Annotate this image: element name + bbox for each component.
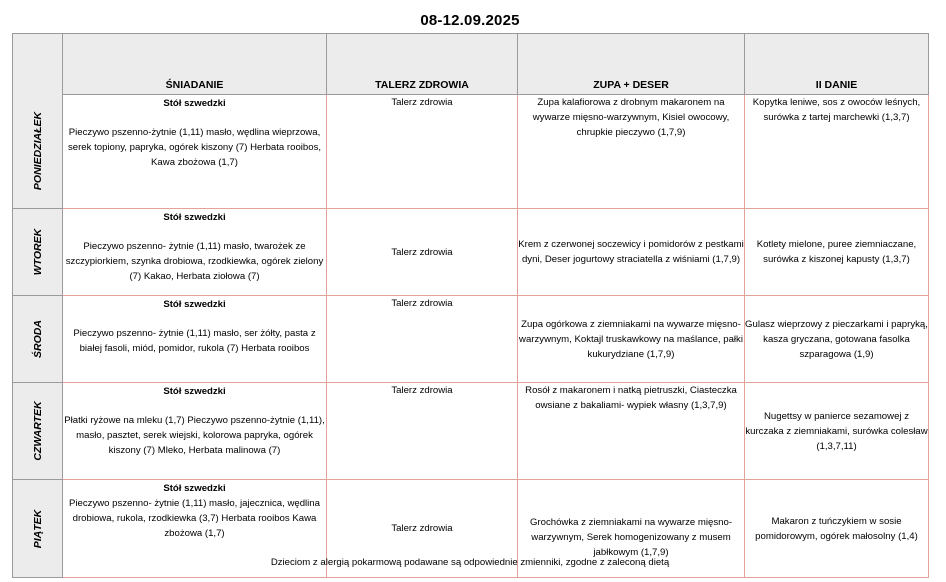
soup-dessert-text: Rosół z makaronem i natką pietruszki, Ciasteczka owsiane z bakaliami- wypiek własny (1,3,7,9) xyxy=(525,385,737,411)
breakfast-cell xyxy=(63,383,327,480)
header-health-plate: TALERZ ZDROWIA xyxy=(327,34,518,95)
table-row xyxy=(13,296,929,383)
day-label: WTOREK xyxy=(31,228,44,276)
health-plate-text: Talerz zdrowia xyxy=(391,298,453,309)
day-label: ŚRODA xyxy=(31,320,44,358)
weekly-menu-table xyxy=(12,33,929,578)
soup-dessert-cell xyxy=(518,296,745,383)
health-plate-text: Talerz zdrowia xyxy=(391,385,453,396)
soup-dessert-text: Krem z czerwonej soczewicy i pomidorów z pestkami dyni, Deser jogurtowy straciatella z wiśniami (1,7,9) xyxy=(518,239,744,265)
header-corner xyxy=(13,34,63,95)
breakfast-text: Pieczywo pszenno- żytnie (1,11) masło, twarożek ze szczypiorkiem, szynka drobiowa, rzodkiewka, ogórek zielony (7) Kakao, Herbata ziołowa (7) xyxy=(65,241,324,282)
health-plate-cell xyxy=(327,383,518,480)
soup-dessert-text: Zupa ogórkowa z ziemniakami na wywarze mięsno-warzywnym, Koktajl truskawkowy na maślance, pałki kukurydziane (1,7,9) xyxy=(519,318,743,360)
header-breakfast: ŚNIADANIE xyxy=(63,34,327,95)
day-cell xyxy=(13,383,63,480)
day-cell xyxy=(13,95,63,209)
health-plate-cell xyxy=(327,296,518,383)
soup-dessert-cell xyxy=(518,95,745,209)
second-course-text: Nugettsy w panierce sezamowej z kurczaka z ziemniakami, surówka colesław (1,3,7,11) xyxy=(745,410,928,452)
breakfast-title: Stół szwedzki xyxy=(163,299,226,310)
table-row xyxy=(13,209,929,296)
soup-dessert-cell xyxy=(518,383,745,480)
second-course-cell xyxy=(745,209,929,296)
table-row xyxy=(13,95,929,209)
breakfast-title: Stół szwedzki xyxy=(163,212,226,223)
second-course-text: Makaron z tuńczykiem w sosie pomidorowym, ogórek małosolny (1,4) xyxy=(755,515,918,542)
breakfast-cell xyxy=(63,95,327,209)
health-plate-text: Talerz zdrowia xyxy=(391,246,453,258)
breakfast-cell xyxy=(63,209,327,296)
second-course-text: Gulasz wieprzowy z pieczarkami i papryką, kasza gryczana, gotowana fasolka szparagowa (1,9) xyxy=(745,318,928,360)
breakfast-title: Stół szwedzki xyxy=(163,483,226,494)
day-cell xyxy=(13,296,63,383)
day-label: CZWARTEK xyxy=(31,401,44,461)
table-row xyxy=(13,383,929,480)
header-soup-dessert: ZUPA + DESER xyxy=(518,34,745,95)
health-plate-text: Talerz zdrowia xyxy=(391,523,453,534)
second-course-cell xyxy=(745,383,929,480)
breakfast-text: Pieczywo pszenno- żytnie (1,11) masło, ser żółty, pasta z białej fasoli, miód, pomidor, rukola (7) Herbata rooibos xyxy=(73,328,316,354)
breakfast-title: Stół szwedzki xyxy=(163,386,226,397)
second-course-text: Kotlety mielone, puree ziemniaczane, surówka z kiszonej kapusty (1,3,7) xyxy=(756,239,917,265)
breakfast-text: Pieczywo pszenno- żytnie (1,11) masło, jajecznica, wędlina drobiowa, rukola, rzodkiewka (3,7) Herbata rooibos Kawa zbożowa (1,7) xyxy=(69,498,320,539)
soup-dessert-text: Zupa kalafiorowa z drobnym makaronem na wywarze mięsno-warzywnym, Kisiel owocowy, chrupkie pieczywo (1,7,9) xyxy=(532,97,730,138)
breakfast-text: Pieczywo pszenno-żytnie (1,11) masło, wędlina wieprzowa, serek topiony, papryka, ogórek kiszony (7) Herbata rooibos, Kawa zbożowa (1,7) xyxy=(67,127,322,168)
soup-dessert-text: Grochówka z ziemniakami na wywarze mięsno-warzywnym, Serek homogenizowany z musem jabłkowym (1,7,9) xyxy=(529,517,733,558)
second-course-text: Kopytka leniwe, sos z owoców leśnych, surówka z tartej marchewki (1,3,7) xyxy=(752,97,921,123)
allergy-note: Dzieciom z alergią pokarmową podawane są odpowiednie zmienniki, zgodne z zaleconą dietą xyxy=(270,557,670,568)
breakfast-title: Stół szwedzki xyxy=(163,98,226,109)
menu-title: 08-12.09.2025 xyxy=(420,12,520,29)
breakfast-text: Płatki ryżowe na mleku (1,7) Pieczywo pszenno-żytnie (1,11), masło, pasztet, serek wiejski, kolorowa papryka, ogórek kiszony (7) Mleko, Herbata malinowa (7) xyxy=(64,415,325,456)
second-course-cell xyxy=(745,296,929,383)
health-plate-cell xyxy=(327,209,518,296)
day-cell xyxy=(13,209,63,296)
header-row xyxy=(13,34,929,95)
day-label: PONIEDZIAŁEK xyxy=(31,112,44,191)
health-plate-text: Talerz zdrowia xyxy=(391,97,453,108)
health-plate-cell xyxy=(327,95,518,209)
day-label: PIĄTEK xyxy=(31,509,44,548)
breakfast-cell xyxy=(63,296,327,383)
header-second-course: II DANIE xyxy=(745,34,929,95)
soup-dessert-cell xyxy=(518,209,745,296)
second-course-cell xyxy=(745,95,929,209)
